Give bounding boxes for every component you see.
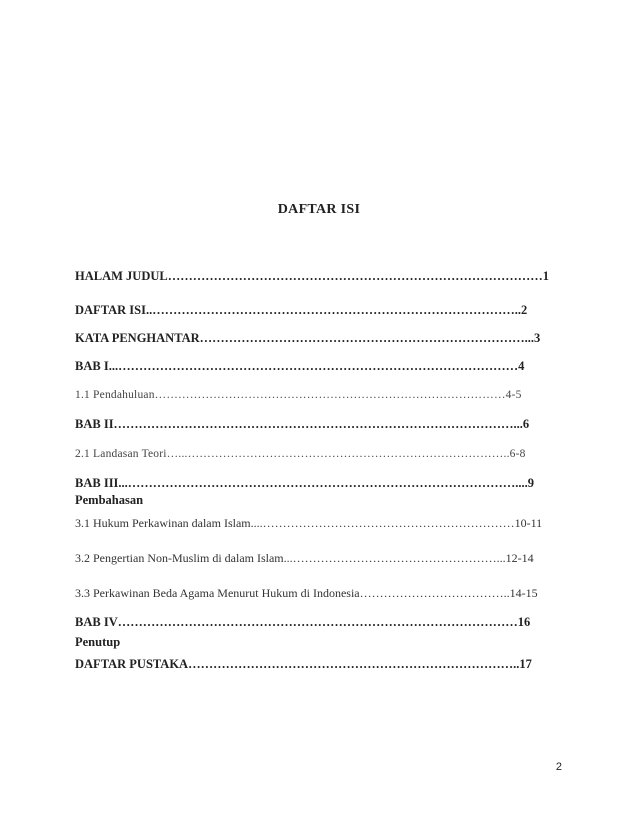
- toc-entry-1-1: 1.1 Pendahuluan………………………………………………………………………………4-5: [75, 389, 522, 401]
- toc-entry-bab-2: BAB II……………………………………………………………………………………...6: [75, 417, 530, 431]
- toc-entry-penutup: Penutup: [75, 635, 121, 649]
- toc-entry-bab-3: BAB III...…………………………………………………………………………………....9: [75, 476, 535, 490]
- toc-entry-daftar-pustaka: DAFTAR PUSTAKA……………………………………………………………………..17: [75, 657, 532, 671]
- toc-entry-bab-1: BAB I...……………………………………………………………………………………4: [75, 359, 525, 373]
- toc-entry-3-3: 3.3 Perkawinan Beda Agama Menurut Hukum di Indonesia………………………………..14-15: [75, 586, 538, 600]
- toc-entry-pembahasan: Pembahasan: [75, 493, 144, 507]
- toc-entry-3-2: 3.2 Pengertian Non-Muslim di dalam Islam...……………………………………………...12-14: [75, 551, 534, 565]
- toc-entry-bab-4: BAB IV……………………………………………………………………………………16: [75, 615, 531, 629]
- page-title: DAFTAR ISI: [277, 202, 361, 217]
- toc-entry-daftar-isi: DAFTAR ISI..……………………………………………………………………………..2: [75, 303, 528, 317]
- toc-entry-kata-penghantar: KATA PENGHANTAR……………………………………………………………………...3: [75, 331, 541, 345]
- toc-entry-3-1: 3.1 Hukum Perkawinan dalam Islam....………………………………………………………10-11: [75, 516, 543, 530]
- toc-entry-halaman-judul: HALAM JUDUL………………………………………………………………………………1: [75, 269, 549, 283]
- toc-entry-2-1: 2.1 Landasan Teori…...………………………………………………………………………..6-8: [75, 448, 526, 460]
- page-number: 2: [555, 761, 562, 773]
